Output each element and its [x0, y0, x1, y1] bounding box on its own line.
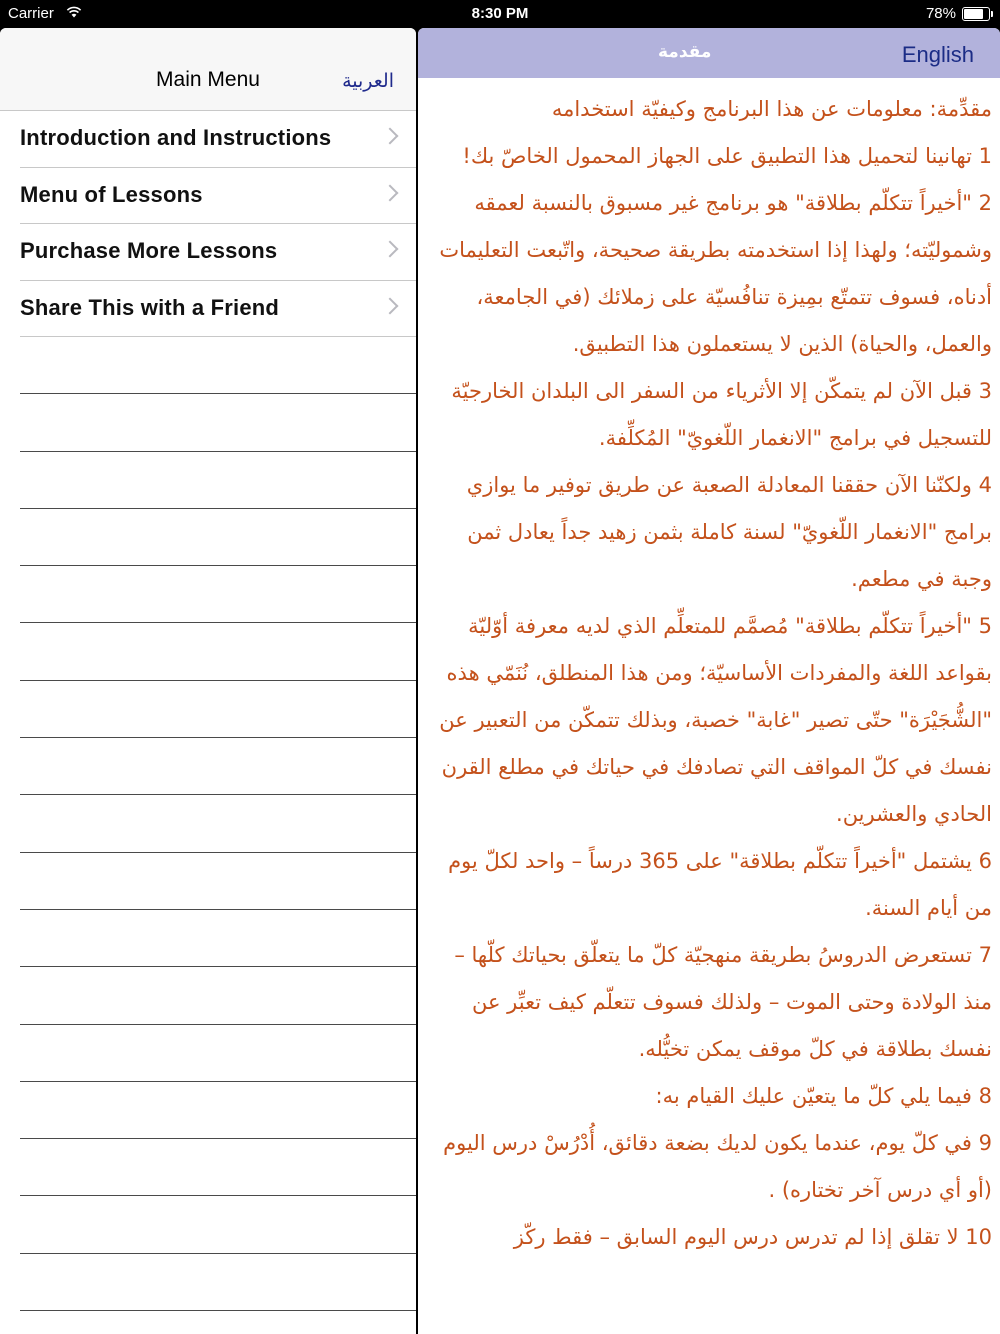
- detail-title: مقدمة: [658, 42, 712, 62]
- empty-row: [20, 509, 416, 566]
- page-title: Main Menu: [156, 68, 260, 91]
- intro-paragraph: 1 تهانينا لتحميل هذا التطبيق على الجهاز المحمول الخاصّ بك!: [462, 144, 992, 168]
- empty-row: [20, 452, 416, 509]
- main-menu-list: [0, 111, 416, 337]
- intro-paragraph: 2 "أخيراً تتكلّم بطلاقة" هو برنامج غير مسبوق بالنسبة لعمقه وشموليّته؛ ولهذا إذا استخدمته بطريقة صحيحة، واتّبعت التعليمات أدناه، فسوف تتمتّع بمِيزة تنافُسيّة على زملائك (في الجامعة، والعمل، والحياة) الذين لا يستعملون هذا التطبيق.: [439, 191, 992, 356]
- menu-item-purchase[interactable]: [20, 224, 416, 281]
- intro-paragraph: 9 في كلّ يوم، عندما يكون لديك بضعة دقائق، أُدْرُسْ درس اليوم (أو أي درس آخر تختاره) .: [443, 1131, 992, 1202]
- chevron-right-icon: [382, 184, 399, 201]
- empty-row: [20, 795, 416, 852]
- intro-paragraph: 8 فيما يلي كلّ ما يتعيّن عليك القيام به:: [655, 1084, 992, 1108]
- empty-row: [20, 681, 416, 738]
- empty-row: [20, 337, 416, 394]
- carrier-label: Carrier: [8, 5, 54, 22]
- intro-paragraph: مقدِّمة: معلومات عن هذا البرنامج وكيفيّة استخدامه: [551, 97, 992, 121]
- menu-item-lessons[interactable]: [20, 168, 416, 225]
- intro-paragraph: 6 يشتمل "أخيراً تتكلّم بطلاقة" على 365 درساً – واحد لكلّ يوم من أيام السنة.: [448, 849, 992, 920]
- empty-row: [20, 967, 416, 1024]
- menu-item-introduction[interactable]: [20, 111, 416, 168]
- intro-paragraph: 4 ولكنّنا الآن حققنا المعادلة الصعبة عن طريق توفير ما يوازي برامج "الانغمار اللّغويّ" لسنة كاملة بثمن زهيد جداً يعادل ثمن وجبة في مطعم.: [466, 473, 992, 591]
- intro-paragraph: 10 لا تقلق إذا لم تدرس درس اليوم السابق – فقط ركّز: [513, 1225, 992, 1249]
- introduction-text[interactable]: [418, 78, 1000, 1261]
- empty-row: [20, 910, 416, 967]
- empty-row: [20, 1311, 416, 1334]
- battery-icon: [962, 7, 990, 21]
- empty-row: [20, 853, 416, 910]
- master-pane: [0, 28, 416, 1334]
- chevron-right-icon: [382, 241, 399, 258]
- status-bar: [0, 0, 1000, 28]
- chevron-right-icon: [382, 128, 399, 145]
- menu-item-label: Share This with a Friend: [20, 294, 280, 320]
- intro-paragraph: 7 تستعرض الدروسُ بطريقة منهجيّة كلّ ما يتعلّق بحياتك كلّها – منذ الولادة وحتى الموت – ولذلك فسوف تتعلّم كيف تعبِّر عن نفسك بطلاقة في كلّ موقف يمكن تخيُّله.: [454, 943, 992, 1061]
- detail-pane: [418, 28, 1000, 1334]
- empty-row: [20, 623, 416, 680]
- empty-row: [20, 566, 416, 623]
- empty-row: [20, 394, 416, 451]
- menu-item-label: Purchase More Lessons: [20, 238, 278, 263]
- empty-row: [20, 1254, 416, 1311]
- empty-row: [20, 1082, 416, 1139]
- battery-percentage: 78%: [925, 5, 956, 22]
- intro-paragraph: 5 "أخيراً تتكلّم بطلاقة" مُصمَّم للمتعلِّم الذي لديه معرفة أوّليّة بقواعد اللغة والمفردات الأساسيّة؛ ومن هذا المنطلق، نُنَمّي هذه "الشُّجَيْرَة" حتّى تصير "غابة" خصبة، وبذلك تتمكّن من التعبير عن نفسك في كلّ المواقف التي تصادفك في حياتك في مطلع القرن الحادي والعشرين.: [439, 614, 992, 826]
- chevron-right-icon: [382, 297, 399, 314]
- english-language-button[interactable]: English: [901, 42, 974, 67]
- empty-row: [20, 1025, 416, 1082]
- empty-row: [20, 1196, 416, 1253]
- detail-navigation-bar: [418, 28, 1000, 78]
- menu-item-label: Introduction and Instructions: [20, 125, 332, 150]
- clock: 8:30 PM: [471, 5, 529, 22]
- menu-item-share[interactable]: [20, 281, 416, 338]
- empty-rows: [0, 337, 416, 1334]
- empty-row: [20, 738, 416, 795]
- empty-row: [20, 1139, 416, 1196]
- master-navigation-bar: [0, 28, 416, 111]
- intro-paragraph: 3 قبل الآن لم يتمكّن إلا الأثرياء من السفر الى البلدان الخارجيّة للتسجيل في برامج "الانغمار اللّغويّ" المُكلِّفة.: [451, 379, 992, 450]
- menu-item-label: Menu of Lessons: [20, 181, 203, 207]
- arabic-language-button[interactable]: العربية: [342, 70, 394, 92]
